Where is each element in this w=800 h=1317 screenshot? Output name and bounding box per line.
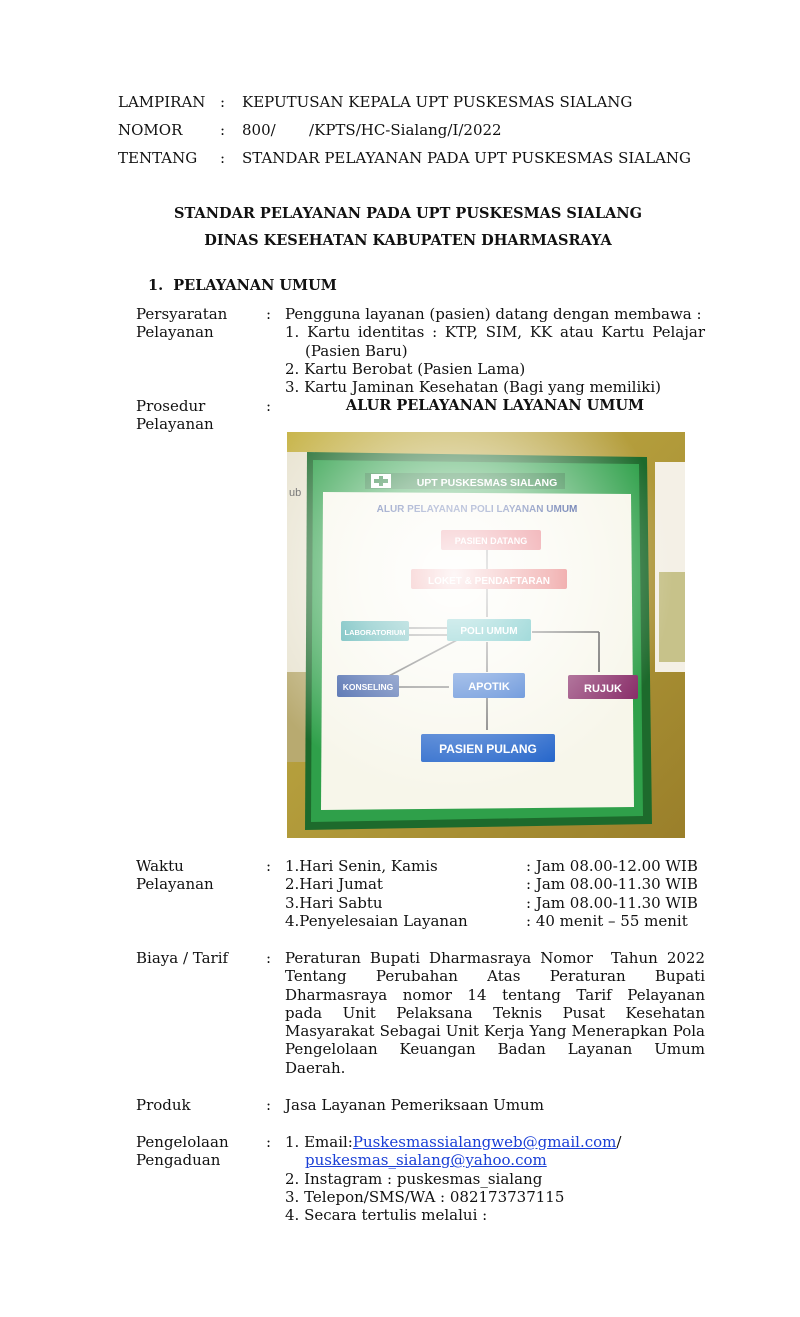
section-title: 1. PELAYANAN UMUM — [148, 277, 337, 294]
produk-value: Jasa Layanan Pemeriksaan Umum — [285, 1096, 544, 1114]
persyaratan-label-line2: Pelayanan — [136, 323, 214, 342]
produk-colon: : — [266, 1096, 272, 1114]
persyaratan-item-1-note: (Pasien Baru) — [305, 341, 408, 360]
tentang-value: STANDAR PELAYANAN PADA UPT PUSKESMAS SIALANG — [242, 149, 692, 167]
waktu-day-2: 2.Hari Jumat — [285, 875, 383, 894]
pengaduan-label-line2: Pengaduan — [136, 1151, 221, 1170]
waktu-times — [526, 857, 698, 930]
pengaduan-label — [136, 1133, 229, 1170]
document-subtitle: DINAS KESEHATAN KABUPATEN DHARMASRAYA — [204, 232, 612, 249]
pengaduan-item-1 — [285, 1133, 621, 1151]
biaya-line-4: pada Unit Pelaksana Teknis Pusat Kesehatan — [285, 1003, 705, 1022]
persyaratan-item-1: 1. Kartu identitas : KTP, SIM, KK atau Kartu Pelajar — [285, 323, 705, 342]
waktu-day-3: 3.Hari Sabtu — [285, 893, 383, 912]
nomor-value: 800/ /KPTS/HC-Sialang/I/2022 — [242, 121, 502, 139]
waktu-day-4: 4.Penyelesaian Layanan — [285, 911, 468, 930]
biaya-line-7: Daerah. — [285, 1058, 346, 1077]
tentang-colon: : — [220, 149, 226, 167]
produk-label: Produk — [136, 1096, 191, 1114]
pengaduan-item-4: 4. Secara tertulis melalui : — [285, 1206, 488, 1225]
prosedur-label — [136, 397, 214, 434]
prosedur-heading: ALUR PELAYANAN LAYANAN UMUM — [345, 397, 645, 414]
lampiran-colon: : — [220, 93, 226, 111]
persyaratan-colon: : — [266, 305, 272, 323]
document-title: STANDAR PELAYANAN PADA UPT PUSKESMAS SIALANG — [174, 205, 642, 222]
persyaratan-item-3: 3. Kartu Jaminan Kesehatan (Bagi yang memiliki) — [285, 378, 662, 397]
pengaduan-label-line1: Pengelolaan — [136, 1133, 229, 1151]
waktu-time-1: : Jam 08.00-12.00 WIB — [526, 857, 698, 875]
persyaratan-label — [136, 305, 227, 342]
persyaratan-intro: Pengguna layanan (pasien) datang dengan membawa : — [285, 305, 702, 323]
lampiran-value: KEPUTUSAN KEPALA UPT PUSKESMAS SIALANG — [242, 93, 633, 111]
waktu-time-4: : 40 menit – 55 menit — [526, 911, 688, 930]
persyaratan-content — [285, 305, 705, 396]
waktu-label-line1: Waktu — [136, 857, 184, 875]
biaya-line-1: Peraturan Bupati Dharmasraya Nomor Tahun 2022 — [285, 949, 705, 967]
email-prefix: 1. Email: — [285, 1133, 353, 1151]
waktu-label — [136, 857, 214, 894]
lampiran-label: LAMPIRAN — [118, 93, 206, 111]
nomor-label: NOMOR — [118, 121, 183, 139]
tentang-label: TENTANG — [118, 149, 198, 167]
biaya-content — [285, 949, 705, 1077]
waktu-day-1: 1.Hari Senin, Kamis — [285, 857, 438, 875]
email-link-gmail[interactable]: Puskesmassialangweb@gmail.com — [352, 1133, 617, 1151]
alur-pelayanan-photo — [287, 432, 685, 838]
biaya-line-3: Dharmasraya nomor 14 tentang Tarif Pelayanan — [285, 985, 705, 1004]
pengaduan-item-3: 3. Telepon/SMS/WA : 082173737115 — [285, 1187, 565, 1206]
biaya-colon: : — [266, 949, 272, 967]
nomor-colon: : — [220, 121, 226, 139]
biaya-line-6: Pengelolaan Keuangan Badan Layanan Umum — [285, 1040, 705, 1059]
email-link-yahoo[interactable]: puskesmas_sialang@yahoo.com — [305, 1151, 547, 1170]
waktu-colon: : — [266, 857, 272, 875]
prosedur-label-line1: Prosedur — [136, 397, 206, 415]
waktu-time-3: : Jam 08.00-11.30 WIB — [526, 893, 698, 912]
biaya-label: Biaya / Tarif — [136, 949, 229, 967]
persyaratan-label-line1: Persyaratan — [136, 305, 228, 323]
pengaduan-content — [285, 1133, 621, 1224]
prosedur-label-line2: Pelayanan — [136, 415, 214, 434]
pengaduan-colon: : — [266, 1133, 272, 1151]
waktu-days — [285, 857, 468, 930]
persyaratan-item-2: 2. Kartu Berobat (Pasien Lama) — [285, 359, 526, 378]
waktu-label-line2: Pelayanan — [136, 875, 214, 894]
biaya-line-2: Tentang Perubahan Atas Peraturan Bupati — [285, 967, 705, 986]
email-separator: / — [616, 1133, 622, 1151]
pengaduan-item-2: 2. Instagram : puskesmas_sialang — [285, 1169, 543, 1188]
pengaduan-item-1-second — [285, 1151, 621, 1169]
biaya-line-5: Masyarakat Sebagai Unit Kerja Yang Menerapkan Pola — [285, 1022, 705, 1041]
prosedur-colon: : — [266, 397, 272, 415]
waktu-time-2: : Jam 08.00-11.30 WIB — [526, 875, 698, 894]
